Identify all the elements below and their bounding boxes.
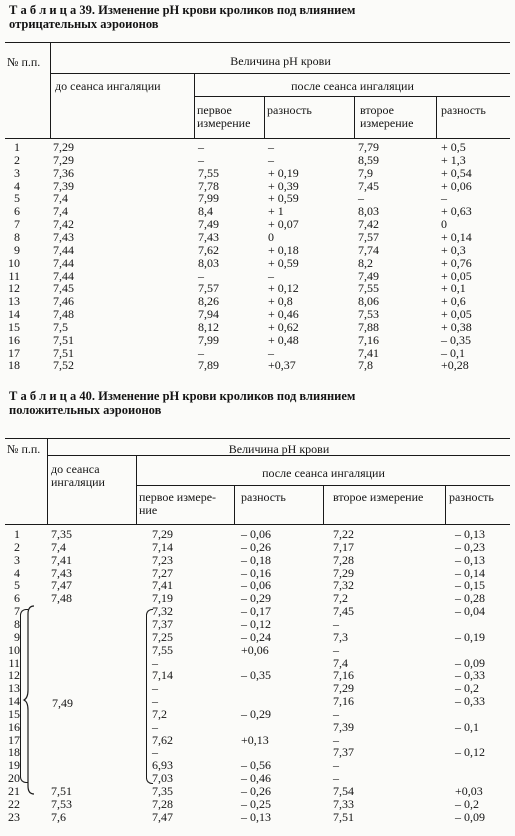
table40-row-15-diff1: – 0,29 [241,706,271,721]
table40-row-4-before: 7,43 [51,565,72,580]
table40-row-1-num: 1 [14,527,20,541]
table40-row-16-first: – [152,719,158,734]
table40-row-22-diff2: – 0,2 [455,796,479,811]
table40-row-1-before: 7,35 [51,527,72,541]
table40-header-num: № п.п. [7,442,41,456]
table39-row-9-before: 7,44 [53,242,74,257]
table40-row-11-second: 7,4 [333,655,348,670]
table40-row-9-num: 9 [14,629,20,644]
table40-row-23-diff1: – 0,13 [241,809,271,824]
table39-row-17-num: 17 [8,345,20,360]
table39-row-7-before: 7,42 [53,217,74,232]
table40-row-3-diff1: – 0,18 [241,552,271,567]
table39-row-15-second: 7,88 [358,319,379,334]
table39-row-3-first: 7,55 [198,165,219,180]
table39-row-9-first: 7,62 [198,242,219,257]
table39-row-10-before: 7,44 [53,255,74,270]
table39-row-3-num: 3 [14,165,20,180]
table39-row-13-num: 13 [8,294,20,309]
table39-row-15-num: 15 [8,319,20,334]
table39-row-11-first: – [198,268,204,283]
table39-row-16-before: 7,51 [53,332,74,347]
table39-row-1-num: 1 [14,140,20,154]
table39-row-8-diff2: + 0,14 [441,229,472,244]
table40-row-16-num: 16 [8,719,20,734]
table39-row-15-diff2: + 0,38 [441,319,472,334]
table40-row-5-num: 5 [14,578,20,593]
table40-row-8-num: 8 [14,616,20,631]
table40-row-3-diff2: – 0,13 [455,552,485,567]
table39-row-5-diff2: – [441,191,447,206]
table39-row-3-diff2: + 0,54 [441,165,472,180]
table39-row-7-second: 7,42 [358,217,379,232]
table39-header-diff1: разность [267,103,312,117]
table40-row-1-diff2: – 0,13 [455,527,485,541]
table40-row-12-second: 7,16 [333,668,354,683]
table40-row-6-num: 6 [14,591,20,606]
table39-row-8-second: 7,57 [358,229,379,244]
table40-row-7-num: 7 [14,604,20,619]
table39-row-7-first: 7,49 [198,217,219,232]
table40-header-after: после сеанса ингаляции [262,466,385,480]
table40-row-2-second: 7,17 [333,539,354,554]
table40-row-18-first: – [152,745,158,760]
table39-row-4-num: 4 [14,178,20,193]
table40-vline-4 [323,486,324,524]
table39-row-8-before: 7,43 [53,229,74,244]
table40-row-14-first: – [152,694,158,709]
table40-row-23-second: 7,51 [333,809,354,824]
table39-row-10-num: 10 [8,255,20,270]
table39-row-6-first: 8,4 [198,204,213,219]
table40-row-9-diff1: – 0,24 [241,629,271,644]
table39-row-2-num: 2 [14,152,20,167]
table40-row-7-diff1: – 0,17 [241,604,271,619]
table39-row-12-second: 7,55 [358,281,379,296]
table39-header-value: Величина рН крови [230,54,331,68]
table39-row-9-num: 9 [14,242,20,257]
table39-row-2-diff1: – [268,152,274,167]
table39-row-1-first: – [198,140,204,154]
table40-row-2-diff1: – 0,26 [241,539,271,554]
table40-row-3-before: 7,41 [51,552,72,567]
table39-row-4-second: 7,45 [358,178,379,193]
table39-row-9-second: 7,74 [358,242,379,257]
table40-row-23-before: 7,6 [51,809,66,824]
table39-row-13-second: 8,06 [358,294,379,309]
table39-row-6-second: 8,03 [358,204,379,219]
table40-row-4-num: 4 [14,565,20,580]
table40-row-7-second: 7,45 [333,604,354,619]
table40-row-9-diff2: – 0,19 [455,629,485,644]
table39-row-5-first: 7,99 [198,191,219,206]
table40-row-2-diff2: – 0,23 [455,539,485,554]
table40-row-12-diff2: – 0,33 [455,668,485,683]
table39-row-1-diff2: + 0,5 [441,140,466,154]
table40-row-21-before: 7,51 [51,784,72,798]
table40-row-19-diff1: – 0,56 [241,758,271,773]
table39-row-10-first: 8,03 [198,255,219,270]
table39-row-16-num: 16 [8,332,20,347]
table39-row-7-diff2: 0 [441,217,447,232]
table39-row-17-diff1: – [268,345,274,360]
table39-row-13-before: 7,46 [53,294,74,309]
table40-row-19-first: 6,93 [152,758,173,773]
table40-row-23-first: 7,47 [152,809,173,824]
table39-vline-5 [436,97,437,138]
table39-row-12-diff2: + 0,1 [441,281,466,296]
table40-row-19-num: 19 [8,758,20,773]
table40-row-14-num: 14 [8,694,20,709]
table39-caption-line2: отрицательных аэроионов [9,17,159,31]
table39-vline-4 [354,97,355,138]
table39-row-18-before: 7,52 [53,358,74,373]
table40-row-6-second: 7,2 [333,591,348,606]
table39-row-5-before: 7,4 [53,191,68,206]
table40-row-22-second: 7,33 [333,796,354,811]
table39-row-11-before: 7,44 [53,268,74,283]
table39-row-11-diff2: + 0,05 [441,268,472,283]
table40-row-15-second: – [333,706,339,721]
table40-row-13-second: 7,29 [333,681,354,696]
table39-row-2-first: – [198,152,204,167]
table40-row-5-first: 7,41 [152,578,173,593]
table39-row-16-diff2: – 0,35 [441,332,471,347]
table39-row-6-diff2: + 0,63 [441,204,472,219]
table40-row-21-diff1: – 0,26 [241,784,271,798]
table39-row-2-diff2: + 1,3 [441,152,466,167]
table40-row-6-before: 7,48 [51,591,72,606]
table39-row-4-first: 7,78 [198,178,219,193]
table40-row-9-first: 7,25 [152,629,173,644]
table39-row-6-num: 6 [14,204,20,219]
table39-top-rule [5,42,510,43]
table39-row-17-before: 7,51 [53,345,74,360]
table40-row-5-second: 7,32 [333,578,354,593]
table39-row-15-first: 8,12 [198,319,219,334]
table40-caption-line2: положительных аэроионов [9,403,162,417]
table40-vline-3 [234,486,235,524]
table39-row-3-second: 7,9 [358,165,373,180]
table40-grouped-before-value: 7,49 [52,696,73,710]
table39-row-2-before: 7,29 [53,152,74,167]
table39-row-14-diff2: + 0,05 [441,307,472,322]
table39-row-17-first: – [198,345,204,360]
table39-row-12-diff1: + 0,12 [268,281,299,296]
table40-row-11-first: – [152,655,158,670]
table39-row-18-diff1: +0,37 [268,358,296,373]
table39-row-13-diff2: + 0,6 [441,294,466,309]
table39-row-16-diff1: + 0,48 [268,332,299,347]
table40-row-22-num: 22 [8,796,20,811]
table40-row-5-diff2: – 0,15 [455,578,485,593]
table40-row-1-first: 7,29 [152,527,173,541]
table39-row-3-before: 7,36 [53,165,74,180]
table40-row-11-num: 11 [8,655,20,670]
table39-row-11-second: 7,49 [358,268,379,283]
table40-row-10-diff1: +0,06 [241,642,269,657]
table40-row-17-num: 17 [8,732,20,747]
table39-row-18-num: 18 [8,358,20,373]
table39-row-16-first: 7,99 [198,332,219,347]
table39-row-1-before: 7,29 [53,140,74,154]
table40-header-value: Величина рН крови [228,442,330,456]
table39-row-9-diff2: + 0,3 [441,242,466,257]
table40-row-4-first: 7,27 [152,565,173,580]
table40-row-3-num: 3 [14,552,20,567]
table39-row-18-first: 7,89 [198,358,219,373]
table39-row-5-num: 5 [14,191,20,206]
table40-top-rule [5,438,510,439]
table39-row-4-diff1: + 0,39 [268,178,299,193]
table40-row-20-num: 20 [8,771,20,786]
table40-row-16-second: 7,39 [333,719,354,734]
table40-row-23-num: 23 [8,809,20,824]
table39-header-first: первое измерение [197,103,251,130]
table40-row-1-second: 7,22 [333,527,354,541]
table39-row-4-before: 7,39 [53,178,74,193]
table40-header-second: второе измерение [333,490,424,504]
table39-header-before: до сеанса ингаляции [55,79,161,93]
table39-row-6-diff1: + 1 [268,204,284,219]
table39-row-14-second: 7,53 [358,307,379,322]
table39-row-17-second: 7,41 [358,345,379,360]
table40-header-bottom-rule [5,524,510,525]
table40-row-4-diff2: – 0,14 [455,565,485,580]
table40-row-22-diff1: – 0,25 [241,796,271,811]
table39-row-7-diff1: + 0,07 [268,217,299,232]
table40-row-16-diff2: – 0,1 [455,719,479,734]
table39-header-divider-2 [195,96,510,97]
table39-row-11-diff1: – [268,268,274,283]
table40-row-8-second: – [333,616,339,631]
table40-header-first: первое измере-ние [139,490,217,517]
table39-header-divider-1 [51,73,510,74]
table40-row-6-first: 7,19 [152,591,173,606]
table39-row-12-before: 7,45 [53,281,74,296]
table40-row-20-second: – [333,771,339,786]
table39-row-3-diff1: + 0,19 [268,165,299,180]
table39-row-6-before: 7,4 [53,204,68,219]
table40-row-6-diff1: – 0,29 [241,591,271,606]
table40-vline-5 [445,486,446,524]
table39-row-8-first: 7,43 [198,229,219,244]
table40-row-18-diff2: – 0,12 [455,745,485,760]
table40-row-21-first: 7,35 [152,784,173,798]
table40-header-diff1: разность [241,490,286,504]
table40-row-13-num: 13 [8,681,20,696]
table40-row-21-num: 21 [8,784,20,798]
table40-row-4-second: 7,29 [333,565,354,580]
table39-row-9-diff1: + 0,18 [268,242,299,257]
table39-row-8-diff1: 0 [268,229,274,244]
table39-header-num: № п.п. [7,55,41,69]
table40-group-brace [26,604,36,794]
table39-row-7-num: 7 [14,217,20,232]
table39-row-14-first: 7,94 [198,307,219,322]
table40-row-3-first: 7,23 [152,552,173,567]
table40-row-7-diff2: – 0,04 [455,604,485,619]
table40-row-17-second: – [333,732,339,747]
table40-row-23-diff2: – 0,09 [455,809,485,824]
table40-row-20-diff1: – 0,46 [241,771,271,786]
table40-row-10-second: – [333,642,339,657]
table39-header-diff2: разность [441,103,486,117]
table40-row-15-num: 15 [8,706,20,721]
table39-header-after: после сеанса ингаляции [291,79,414,93]
table39-header-second: второе измерение [360,103,414,130]
table40-row-17-diff1: +0,13 [241,732,269,747]
table40-row-5-before: 7,47 [51,578,72,593]
table40-row-11-diff2: – 0,09 [455,655,485,670]
table40-row-8-diff1: – 0,12 [241,616,271,631]
table39-row-1-diff1: – [268,140,274,154]
table39-row-10-diff2: + 0,76 [441,255,472,270]
table39-row-12-num: 12 [8,281,20,296]
table40-row-17-first: 7,62 [152,732,173,747]
table40-row-13-first: – [152,681,158,696]
table39-row-14-before: 7,48 [53,307,74,322]
table39-row-4-diff2: + 0,06 [441,178,472,193]
table39-row-13-first: 8,26 [198,294,219,309]
table40-row-22-first: 7,28 [152,796,173,811]
table39-row-18-diff2: +0,28 [441,358,469,373]
table39-row-14-diff1: + 0,46 [268,307,299,322]
table39-header-bottom-rule [5,138,510,139]
table40-row-2-num: 2 [14,539,20,554]
table40-row-1-diff1: – 0,06 [241,527,271,541]
table40-row-12-num: 12 [8,668,20,683]
table40-row-8-first: 7,37 [152,616,173,631]
table40-row-13-diff2: – 0,2 [455,681,479,696]
table40-row-19-second: – [333,758,339,773]
table40-row-18-num: 18 [8,745,20,760]
table39-row-16-second: 7,16 [358,332,379,347]
table40-row-21-second: 7,54 [333,784,354,798]
table40-row-14-second: 7,16 [333,694,354,709]
table39-row-10-second: 8,2 [358,255,373,270]
table40-row-18-second: 7,37 [333,745,354,760]
table40-row-14-diff2: – 0,33 [455,694,485,709]
table39-row-17-diff2: – 0,1 [441,345,465,360]
table39-row-5-second: – [358,191,364,206]
table40-row-10-num: 10 [8,642,20,657]
table40-row-5-diff1: – 0,06 [241,578,271,593]
table40-row-10-first: 7,55 [152,642,173,657]
table40-row-7-first: 7,32 [152,604,173,619]
table40-row-22-before: 7,53 [51,796,72,811]
table40-row-2-before: 7,4 [51,539,66,554]
table40-caption-line1: Т а б л и ц а 40. Изменение рН крови кроликов под влиянием [9,389,356,403]
table39-row-18-second: 7,8 [358,358,373,373]
table39-row-2-second: 8,59 [358,152,379,167]
table39-vline-3 [264,97,265,138]
table39-row-11-num: 11 [8,268,20,283]
table40-row-21-diff2: +0,03 [455,784,483,798]
table39-row-8-num: 8 [14,229,20,244]
table39-caption-line1: Т а б л и ц а 39. Изменение рН крови кроликов под влиянием [9,3,356,17]
table39-row-1-second: 7,79 [358,140,379,154]
table39-row-14-num: 14 [8,307,20,322]
table40-header-diff2: разность [449,490,494,504]
table40-row-6-diff2: – 0,28 [455,591,485,606]
table40-row-3-second: 7,28 [333,552,354,567]
table40-row-9-second: 7,3 [333,629,348,644]
table40-row-2-first: 7,14 [152,539,173,554]
table39-row-15-diff1: + 0,62 [268,319,299,334]
table40-row-4-diff1: – 0,16 [241,565,271,580]
table40-row-12-diff1: – 0,35 [241,668,271,683]
table39-row-12-first: 7,57 [198,281,219,296]
table40-row-20-first: 7,03 [152,771,173,786]
table39-row-5-diff1: + 0,59 [268,191,299,206]
table39-row-13-diff1: + 0,8 [268,294,293,309]
table40-header-before: до сеанса ингаляции [51,462,105,489]
table39-row-15-before: 7,5 [53,319,68,334]
table39-row-10-diff1: + 0,59 [268,255,299,270]
table40-row-15-first: 7,2 [152,706,167,721]
table40-row-12-first: 7,14 [152,668,173,683]
